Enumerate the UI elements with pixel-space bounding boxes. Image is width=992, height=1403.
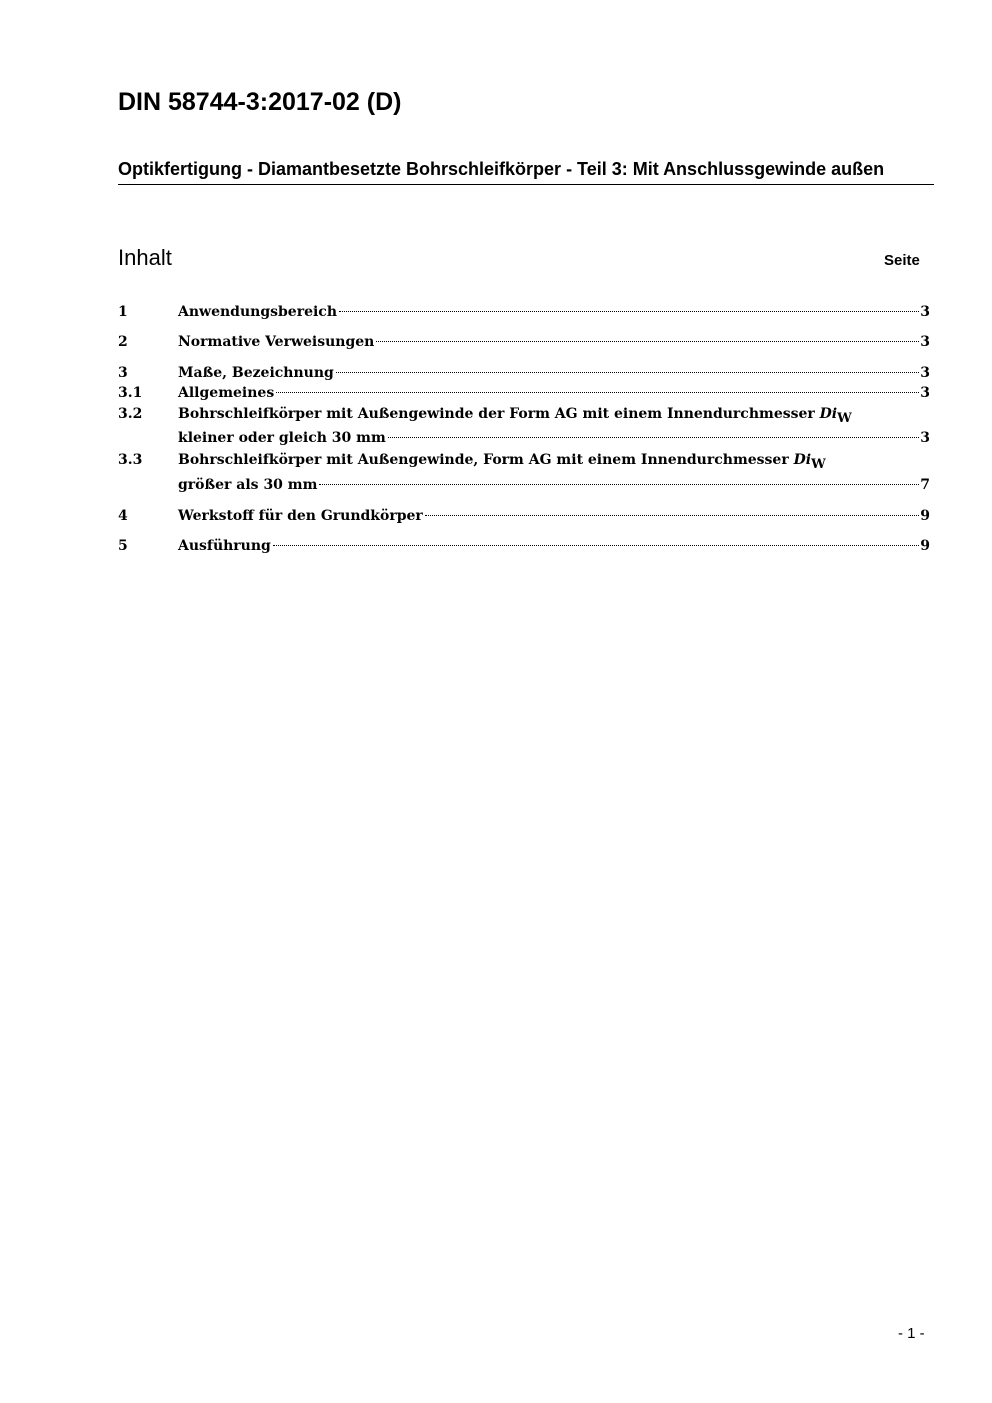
toc-entry-3-2-cont[interactable] bbox=[118, 428, 930, 448]
toc-entry-title: Werkstoff für den Grundkörper bbox=[178, 508, 423, 524]
toc-leader-dots bbox=[273, 545, 919, 546]
toc-entry-title: Anwendungsbereich bbox=[178, 304, 337, 320]
toc-entry-line bbox=[178, 302, 930, 322]
toc-entry-title: Normative Verweisungen bbox=[178, 334, 375, 350]
toc-leader-dots bbox=[336, 372, 919, 373]
toc-entry-number: 4 bbox=[118, 508, 128, 524]
toc-entry-page: 3 bbox=[920, 385, 930, 401]
toc-leader-dots bbox=[425, 515, 919, 516]
toc-entry-title: Allgemeines bbox=[178, 385, 275, 401]
toc-entry-page: 9 bbox=[920, 538, 930, 554]
toc-entry-1[interactable] bbox=[118, 302, 930, 322]
toc-entry-3-2[interactable] bbox=[118, 404, 930, 424]
toc-leader-dots bbox=[276, 392, 919, 393]
toc-entry-number: 3.1 bbox=[118, 385, 143, 401]
page-number: - 1 - bbox=[898, 1325, 925, 1342]
toc-entry-page: 3 bbox=[920, 365, 930, 381]
math-subscript: W bbox=[811, 457, 826, 472]
toc-entry-number: 3.3 bbox=[118, 452, 143, 468]
toc-entry-page: 7 bbox=[920, 477, 930, 493]
toc-entry-title-text: Bohrschleifkörper mit Außengewinde der Form AG mit einem Innendurchmesser bbox=[178, 406, 815, 422]
toc-entry-line bbox=[178, 363, 930, 383]
toc-entry-3-3-cont[interactable] bbox=[118, 475, 930, 495]
toc-entry-title-line1 bbox=[178, 404, 852, 425]
toc-leader-dots bbox=[376, 341, 919, 342]
toc-entry-page: 3 bbox=[920, 304, 930, 320]
toc-entry-title-line2: kleiner oder gleich 30 mm bbox=[178, 430, 386, 446]
toc-leader-dots bbox=[388, 437, 919, 438]
math-symbol: Di bbox=[793, 452, 812, 468]
toc-heading: Inhalt bbox=[118, 245, 172, 270]
toc-entry-5[interactable] bbox=[118, 536, 930, 556]
toc-entry-title-text: Bohrschleifkörper mit Außengewinde, Form AG mit einem Innendurchmesser bbox=[178, 452, 789, 468]
toc-entry-number: 5 bbox=[118, 538, 128, 554]
toc-entry-4[interactable] bbox=[118, 506, 930, 526]
toc-entry-number: 3.2 bbox=[118, 406, 143, 422]
toc-entry-page: 3 bbox=[920, 334, 930, 350]
toc-entry-title-line2: größer als 30 mm bbox=[178, 477, 318, 493]
toc-entry-title: Maße, Bezeichnung bbox=[178, 365, 334, 381]
document-subtitle: Optikfertigung - Diamantbesetzte Bohrschleifkörper - Teil 3: Mit Anschlussgewinde außen bbox=[118, 158, 934, 185]
toc-leader-dots bbox=[319, 484, 919, 485]
toc-entry-3-1[interactable] bbox=[118, 383, 930, 403]
math-symbol: Di bbox=[819, 406, 838, 422]
toc-entry-2[interactable] bbox=[118, 332, 930, 352]
toc-entry-line bbox=[178, 332, 930, 352]
toc-entry-page: 3 bbox=[920, 430, 930, 446]
toc-entry-line bbox=[178, 428, 930, 448]
toc-entry-page: 9 bbox=[920, 508, 930, 524]
math-subscript: W bbox=[837, 411, 852, 426]
toc-entry-number: 2 bbox=[118, 334, 128, 350]
toc-entry-3[interactable] bbox=[118, 363, 930, 383]
toc-page-column-label: Seite bbox=[884, 252, 920, 269]
toc-entry-number: 3 bbox=[118, 365, 128, 381]
document-title: DIN 58744-3:2017-02 (D) bbox=[118, 88, 402, 116]
toc-entry-title-line1 bbox=[178, 450, 826, 471]
toc-entry-line bbox=[178, 536, 930, 556]
toc-entry-number: 1 bbox=[118, 304, 128, 320]
toc-leader-dots bbox=[339, 311, 919, 312]
toc-entry-line bbox=[178, 506, 930, 526]
toc-entry-line bbox=[178, 475, 930, 495]
toc-entry-3-3[interactable] bbox=[118, 450, 930, 470]
toc-entry-title: Ausführung bbox=[178, 538, 271, 554]
toc-entry-line bbox=[178, 383, 930, 403]
